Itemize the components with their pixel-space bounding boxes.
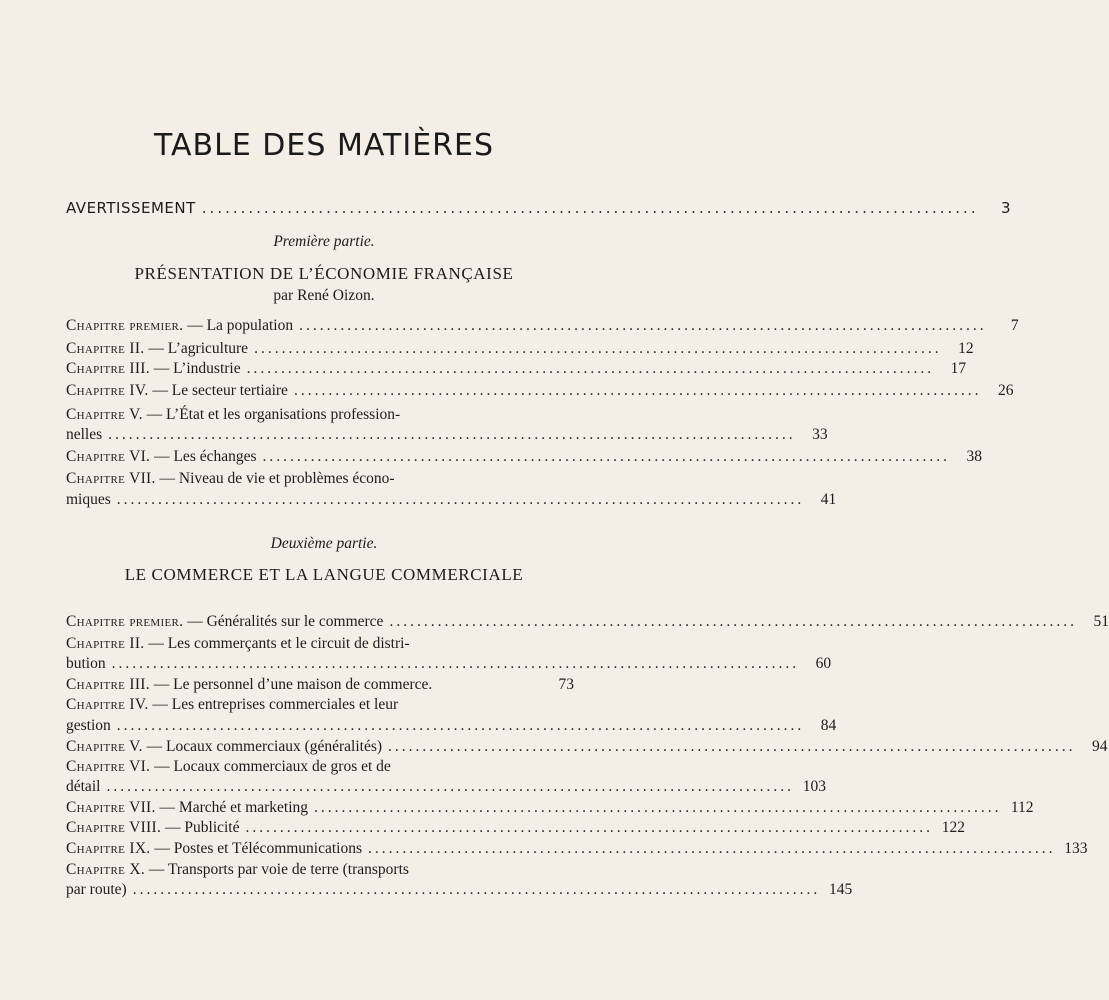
toc-entry[interactable] (66, 339, 974, 359)
entry-page: 145 (828, 881, 853, 898)
leader-dots: .................................................................................................... (314, 799, 1002, 816)
chapter-title-continued: nelles (66, 426, 103, 443)
entry-page: 12 (958, 340, 974, 357)
toc-entry-continuation[interactable] (66, 777, 826, 797)
toc-entry-continuation[interactable] (66, 490, 837, 510)
chapter-title-continued: miques (66, 491, 111, 508)
toc-entry[interactable] (66, 839, 1088, 859)
part-label: Première partie. (273, 233, 375, 250)
leader-dots: .................................................................................................... (293, 382, 982, 399)
chapter-title: — L’État et les organisations profession- (146, 406, 401, 423)
toc-entry-continuation[interactable] (66, 716, 837, 736)
chapter-title: — Niveau de vie et problèmes écono- (159, 470, 395, 487)
toc-entry[interactable] (66, 316, 1019, 336)
entry-page: 103 (802, 778, 826, 795)
chapter-number: Chapitre IV. (66, 382, 149, 399)
entry-page: 51 (1093, 613, 1109, 630)
chapter-title: — Le secteur tertiaire (152, 382, 288, 399)
chapter-number: Chapitre II. (66, 635, 145, 652)
chapter-number: Chapitre VI. (66, 758, 151, 775)
chapter-title: — Les commerçants et le circuit de distri- (148, 635, 410, 652)
entry-page: 73 (558, 676, 574, 693)
part-title: PRÉSENTATION DE L’ÉCONOMIE FRANÇAISE (134, 264, 514, 283)
leader-dots: .................................................................................................... (299, 317, 987, 334)
entry-page: 60 (815, 655, 832, 672)
chapter-number: Chapitre VII. (66, 470, 156, 487)
chapter-title: — L’industrie (153, 360, 241, 377)
toc-entry[interactable] (66, 818, 965, 838)
chapter-title: — Transports par voie de terre (transports (148, 861, 409, 878)
toc-entry[interactable] (66, 860, 574, 880)
leader-dots: .................................................................................................... (116, 717, 805, 734)
chapter-number: Chapitre IV. (66, 696, 149, 713)
toc-entry[interactable] (66, 757, 574, 777)
chapter-number: Chapitre premier. (66, 613, 184, 630)
chapter-title: — Publicité (165, 819, 240, 836)
leader-dots: .................................................................................................... (201, 199, 979, 217)
toc-entry[interactable] (66, 675, 574, 695)
leader-dots: .................................................................................................... (111, 655, 800, 672)
entry-label: AVERTISSEMENT (66, 199, 196, 217)
part-title: LE COMMERCE ET LA LANGUE COMMERCIALE (124, 565, 524, 584)
leader-dots: .................................................................................................... (108, 426, 796, 443)
entry-page: 38 (966, 448, 983, 465)
part-author: par René Oizon. (273, 287, 375, 304)
chapter-number: Chapitre X. (66, 861, 146, 878)
chapter-number: Chapitre premier. (66, 317, 184, 334)
chapter-title-continued: gestion (66, 717, 111, 734)
toc-entry-continuation[interactable] (66, 425, 828, 445)
leader-dots: .................................................................................................... (132, 881, 821, 898)
chapter-title: — Les entreprises commerciales et leur (152, 696, 399, 713)
entry-page: 26 (997, 382, 1014, 399)
chapter-number: Chapitre VIII. (66, 819, 162, 836)
entry-page: 41 (820, 491, 837, 508)
chapter-title: — Postes et Télécommunications (154, 840, 363, 857)
chapter-title: — Locaux commerciaux de gros et de (154, 758, 391, 775)
part-label: Deuxième partie. (270, 535, 378, 552)
chapter-title: — Locaux commerciaux (généralités) (146, 738, 383, 755)
leader-dots: .................................................................................................... (254, 340, 942, 357)
chapter-title: — L’agriculture (148, 340, 249, 357)
chapter-title: — Généralités sur le commerce (187, 613, 384, 630)
toc-entry-continuation[interactable] (66, 654, 832, 674)
entry-page: 112 (1010, 799, 1034, 816)
toc-entry[interactable] (66, 405, 574, 425)
chapter-title: — Marché et marketing (159, 799, 309, 816)
chapter-title-continued: détail (66, 778, 101, 795)
chapter-title: — La population (187, 317, 294, 334)
toc-entry[interactable] (66, 381, 1014, 401)
leader-dots: .................................................................................................... (116, 491, 805, 508)
chapter-number: Chapitre V. (66, 738, 143, 755)
chapter-title: — Les échanges (154, 448, 257, 465)
chapter-title: — Le personnel d’une maison de commerce. (153, 676, 433, 693)
chapter-title-continued: bution (66, 655, 106, 672)
entry-page: 17 (950, 360, 967, 377)
toc-entry[interactable] (66, 469, 574, 489)
toc-entry[interactable] (66, 695, 574, 715)
entry-page: 3 (1001, 199, 1011, 217)
toc-entry[interactable] (66, 447, 983, 467)
leader-dots: .................................................................................................... (246, 360, 935, 377)
chapter-title-continued: par route) (66, 881, 127, 898)
entry-page: 133 (1064, 840, 1088, 857)
chapter-number: Chapitre VII. (66, 799, 156, 816)
page-title: TABLE DES MATIÈRES (154, 128, 494, 163)
leader-dots: .................................................................................................... (389, 613, 1077, 630)
toc-entry-avertissement[interactable] (66, 198, 1011, 218)
chapter-number: Chapitre III. (66, 676, 150, 693)
chapter-number: Chapitre IX. (66, 840, 151, 857)
leader-dots: .................................................................................................... (368, 840, 1056, 857)
toc-entry[interactable] (66, 634, 574, 654)
toc-entry[interactable] (66, 359, 967, 379)
toc-entry[interactable] (66, 612, 1109, 632)
leader-dots: .................................................................................................... (388, 738, 1076, 755)
chapter-number: Chapitre II. (66, 340, 145, 357)
chapter-number: Chapitre VI. (66, 448, 151, 465)
entry-page: 122 (941, 819, 965, 836)
entry-page: 33 (812, 426, 828, 443)
entry-page: 7 (1010, 317, 1019, 334)
toc-entry[interactable] (66, 798, 1034, 818)
leader-dots: .................................................................................................... (106, 778, 794, 795)
entry-page: 84 (820, 717, 837, 734)
leader-dots: .................................................................................................... (262, 448, 951, 465)
chapter-number: Chapitre III. (66, 360, 150, 377)
chapter-number: Chapitre V. (66, 406, 143, 423)
toc-entry[interactable] (66, 737, 1108, 757)
entry-page: 94 (1092, 738, 1108, 755)
toc-entry-continuation[interactable] (66, 880, 853, 900)
leader-dots: .................................................................................................... (245, 819, 933, 836)
